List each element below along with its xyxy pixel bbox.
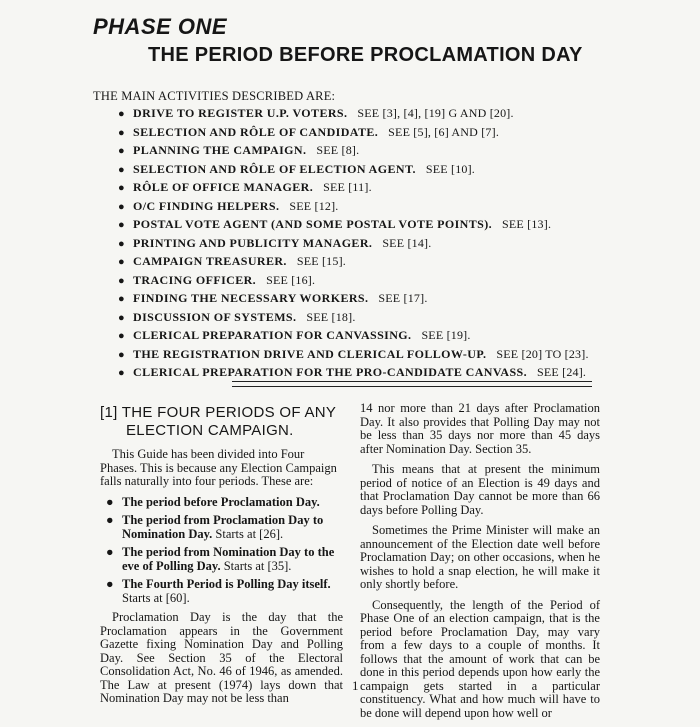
list-item [118, 215, 638, 234]
section-intro: This Guide has been divided into Four Phases. This is because any Election Campaign falls naturally into four periods. These are: [100, 447, 337, 488]
list-item [118, 289, 638, 308]
period-starts: Starts at [60]. [122, 590, 190, 605]
activity-ref: SEE [13]. [502, 217, 552, 231]
activity-ref: SEE [5], [6] AND [7]. [388, 124, 500, 139]
activity-ref: SEE [3], [4], [19] G AND [20]. [357, 106, 514, 120]
activity-label: TRACING OFFICER. [133, 272, 257, 287]
bullet-icon: ● [106, 494, 114, 509]
activity-ref: SEE [18]. [306, 309, 356, 324]
activity-label: CLERICAL PREPARATION FOR CANVASSING. [133, 328, 412, 342]
period-starts: Starts at [35]. [223, 558, 292, 573]
list-item [118, 271, 638, 290]
bullet-icon: ● [118, 219, 125, 231]
activity-label: SELECTION AND RÔLE OF CANDIDATE. [133, 124, 379, 139]
list-item [118, 178, 638, 197]
activity-label: PRINTING AND PUBLICITY MANAGER. [133, 235, 373, 250]
activity-label: O/C FINDING HELPERS. [133, 198, 280, 213]
text-column-left [100, 402, 343, 713]
bullet-icon: ● [118, 182, 125, 194]
divider-rule [232, 386, 592, 387]
bullet-icon: ● [118, 200, 125, 213]
paragraph: Sometimes the Prime Minister will make an announcement of the Election date well before Proclamation Day; on other occasions, when he wishes to hold a snap election, he will make it only shortly before. [360, 523, 600, 591]
periods-list [100, 496, 343, 606]
bullet-icon: ● [118, 367, 125, 379]
list-item [118, 363, 638, 382]
bullet-icon: ● [118, 293, 125, 305]
bullet-icon: ● [118, 274, 125, 287]
section-title-line1: THE FOUR PERIODS OF ANY [121, 404, 337, 421]
bullet-icon: ● [118, 108, 125, 120]
activity-ref: SEE [19]. [421, 328, 471, 342]
divider-rule [232, 381, 592, 382]
list-item [100, 546, 343, 573]
period-label: The period from Nomination Day to the eve of Polling Day. [122, 545, 335, 573]
list-item [118, 308, 638, 327]
activity-ref: SEE [8]. [316, 143, 360, 157]
list-item [118, 104, 638, 123]
list-item [100, 514, 343, 541]
list-item [118, 141, 638, 160]
list-item [118, 234, 638, 253]
section-number: [1] [100, 404, 118, 421]
list-item [118, 252, 638, 271]
activity-ref: SEE [15]. [296, 254, 346, 268]
bullet-icon: ● [118, 237, 125, 250]
period-label: The Fourth Period is Polling Day itself. [122, 577, 331, 591]
activity-label: THE REGISTRATION DRIVE AND CLERICAL FOLLOW-UP. [133, 346, 487, 361]
activity-label: CAMPAIGN TREASURER. [133, 254, 287, 268]
list-item [118, 345, 638, 364]
bullet-icon: ● [118, 311, 125, 324]
phase-heading: PHASE ONE [93, 14, 228, 39]
paragraph: 14 nor more than 21 days after Proclamation Day. It also provides that Polling Day may not be less than 35 days nor more than 45 days after Nomination Day. Section 35. [360, 401, 600, 456]
text-column-right [360, 402, 600, 727]
section-heading [100, 404, 343, 440]
activity-label: FINDING THE NECESSARY WORKERS. [133, 291, 369, 305]
activity-label: DISCUSSION OF SYSTEMS. [133, 309, 297, 324]
section-title-line2: ELECTION CAMPAIGN. [126, 422, 294, 439]
paragraph: Proclamation Day is the day that the Proclamation appears in the Government Gazette fixing Nomination Day and Polling Day. See Section 35 of the Electoral Consolidation Act, No. 46 of 1946, as amended. The Law at present (1974) lays down that Nomination Day may not be less than [100, 610, 343, 705]
activity-ref: SEE [14]. [382, 235, 432, 250]
activity-ref: SEE [12]. [289, 198, 339, 213]
activity-ref: SEE [10]. [425, 161, 476, 176]
list-item [118, 123, 638, 142]
page-title: THE PERIOD BEFORE PROCLAMATION DAY [148, 44, 583, 66]
bullet-icon: ● [106, 513, 114, 527]
period-label: The period from Proclamation Day to Nomination Day. [122, 513, 324, 541]
activity-label: RÔLE OF OFFICE MANAGER. [133, 180, 314, 194]
bullet-icon: ● [118, 163, 125, 176]
bullet-icon: ● [118, 330, 125, 342]
list-item [118, 197, 638, 216]
list-item [118, 160, 638, 179]
activity-label: CLERICAL PREPARATION FOR THE PRO-CANDIDATE CANVASS. [133, 365, 527, 379]
bullet-icon: ● [106, 577, 114, 591]
activity-ref: SEE [16]. [266, 272, 316, 287]
list-item [100, 578, 343, 605]
activity-ref: SEE [24]. [537, 365, 587, 379]
period-starts: Starts at [26]. [215, 526, 284, 541]
page-number: 1 [352, 678, 359, 693]
activities-list [118, 104, 638, 382]
activity-label: PLANNING THE CAMPAIGN. [133, 143, 307, 157]
list-item [100, 496, 343, 510]
activity-label: DRIVE TO REGISTER U.P. VOTERS. [133, 106, 348, 120]
bullet-icon: ● [118, 145, 125, 157]
activity-ref: SEE [20] TO [23]. [496, 346, 589, 361]
paragraph: This means that at present the minimum period of notice of an Election is 49 days and that Proclamation Day cannot be more than 66 days before Polling Day. [360, 462, 600, 517]
activity-ref: SEE [11]. [323, 180, 372, 194]
bullet-icon: ● [118, 256, 125, 268]
list-item [118, 326, 638, 345]
bullet-icon: ● [118, 348, 125, 361]
bullet-icon: ● [118, 126, 125, 139]
paragraph: Consequently, the length of the Period of Phase One of an election campaign, that is the period before Proclamation Day, may vary from a few days to a couple of months. It follows that the amount of work that can be done in this period depends upon how early the campaign gets started in a particular constituency. What and how much will have to be done will depend upon how well or [360, 597, 600, 720]
activity-label: SELECTION AND RÔLE OF ELECTION AGENT. [133, 161, 416, 176]
period-label: The period before Proclamation Day. [122, 494, 320, 509]
activity-ref: SEE [17]. [378, 291, 428, 305]
bullet-icon: ● [106, 545, 114, 559]
activities-intro: THE MAIN ACTIVITIES DESCRIBED ARE: [93, 89, 336, 103]
activity-label: POSTAL VOTE AGENT (AND SOME POSTAL VOTE POINTS). [133, 217, 493, 231]
